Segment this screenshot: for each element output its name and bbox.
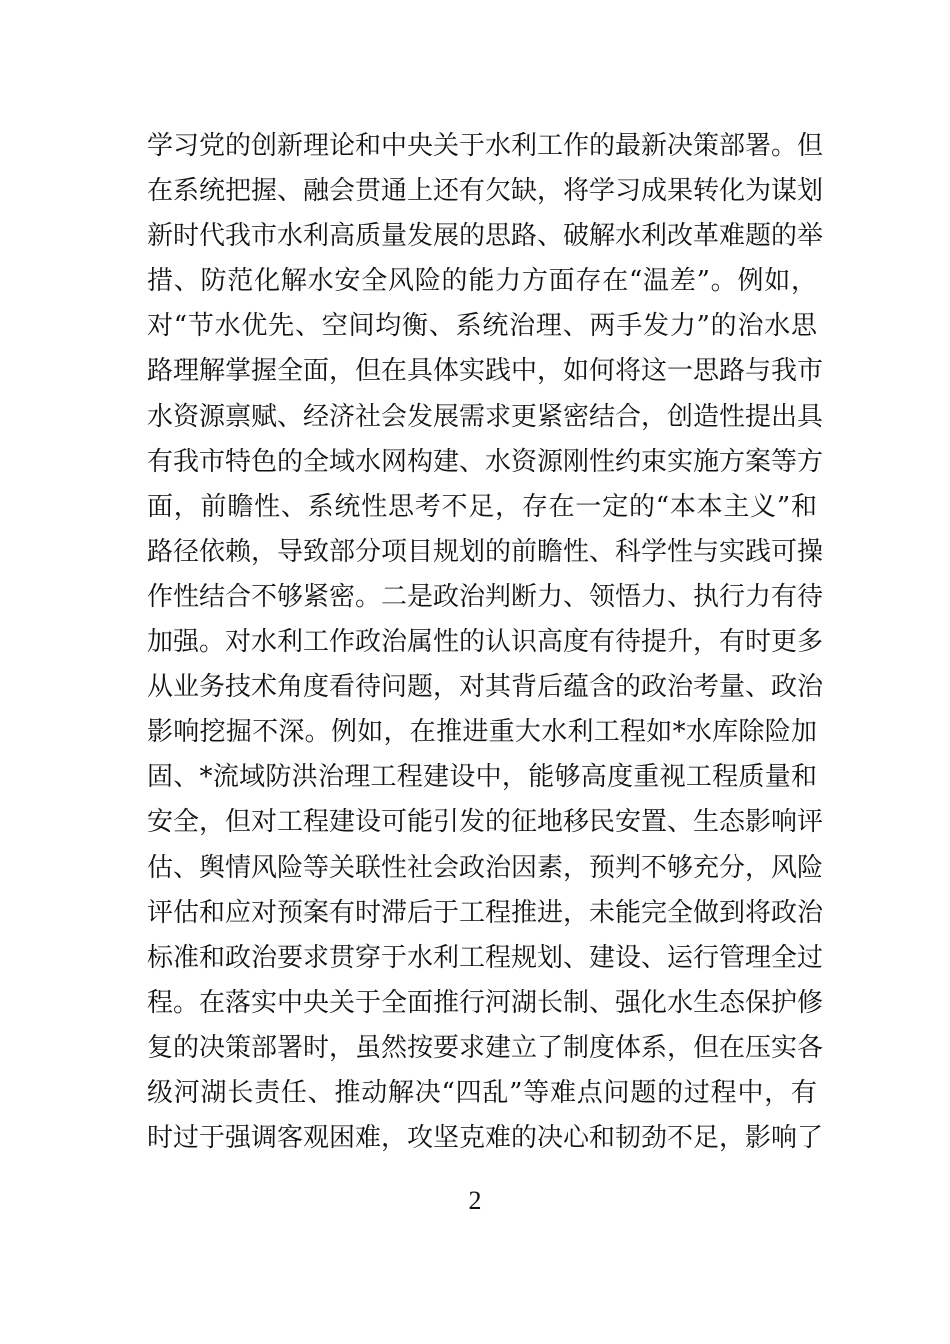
text-line: 路径依赖，导致部分项目规划的前瞻性、科学性与实践可操 (147, 536, 824, 567)
text-line: 从业务技术角度看待问题，对其背后蕴含的政治考量、政治 (147, 672, 824, 703)
text-line: 复的决策部署时，虽然按要求建立了制度体系，但在压实各 (147, 1032, 824, 1063)
text-line: 新时代我市水利高质量发展的思路、破解水利改革难题的举 (147, 221, 824, 252)
text-line: 程。在落实中央关于全面推行河湖长制、强化水生态保护修 (147, 987, 824, 1018)
text-line: 在系统把握、融会贯通上还有欠缺，将学习成果转化为谋划 (147, 176, 824, 207)
text-line: 安全，但对工程建设可能引发的征地移民安置、生态影响评 (147, 807, 824, 838)
text-line: 时过于强调客观困难，攻坚克难的决心和韧劲不足，影响了 (147, 1123, 824, 1154)
text-line: 作性结合不够紧密。二是政治判断力、领悟力、执行力有待 (147, 581, 824, 612)
body-text (147, 124, 824, 1161)
text-line: 评估和应对预案有时滞后于工程推进，未能完全做到将政治 (147, 897, 824, 928)
text-line: 学习党的创新理论和中央关于水利工作的最新决策部署。但 (147, 131, 824, 161)
page-number: 2 (468, 1186, 482, 1215)
text-line: 路理解掌握全面，但在具体实践中，如何将这一思路与我市 (147, 356, 824, 387)
text-line: 标准和政治要求贯穿于水利工程规划、建设、运行管理全过 (147, 942, 824, 973)
text-line: 加强。对水利工作政治属性的认识高度有待提升，有时更多 (147, 627, 824, 658)
text-line: 级河湖长责任、推动解决“四乱”等难点问题的过程中，有 (147, 1077, 817, 1108)
text-line: 固、*流域防洪治理工程建设中，能够高度重视工程质量和 (147, 762, 817, 793)
text-line: 对“节水优先、空间均衡、系统治理、两手发力”的治水思 (147, 311, 817, 342)
text-line: 面，前瞻性、系统性思考不足，存在一定的“本本主义”和 (147, 491, 817, 522)
text-line: 水资源禀赋、经济社会发展需求更紧密结合，创造性提出具 (147, 401, 824, 432)
text-line: 有我市特色的全域水网构建、水资源刚性约束实施方案等方 (147, 446, 824, 477)
text-line: 影响挖掘不深。例如，在推进重大水利工程如*水库除险加 (147, 717, 817, 748)
text-line: 估、舆情风险等关联性社会政治因素，预判不够充分，风险 (147, 852, 824, 883)
text-line: 措、防范化解水安全风险的能力方面存在“温差”。例如， (147, 266, 817, 297)
